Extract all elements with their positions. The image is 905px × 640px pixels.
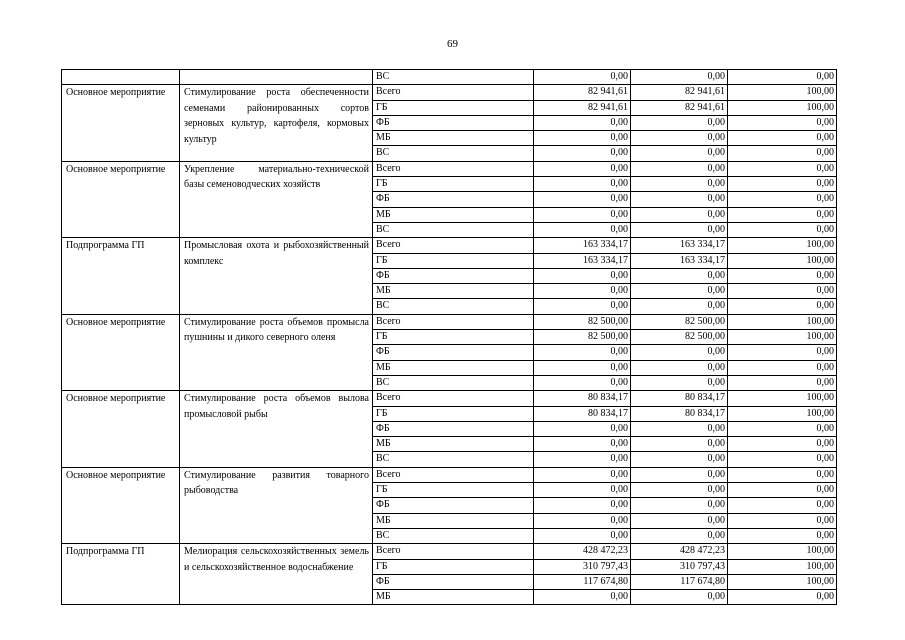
- value-percent: 0,00: [728, 345, 837, 360]
- table-row: [62, 70, 837, 85]
- value-plan: 163 334,17: [534, 238, 631, 253]
- value-plan: 0,00: [534, 268, 631, 283]
- value-actual: 0,00: [631, 467, 728, 482]
- table-row: [62, 391, 837, 406]
- budget-table-body: [62, 70, 837, 605]
- value-plan: 0,00: [534, 284, 631, 299]
- value-percent: 100,00: [728, 85, 837, 100]
- value-percent: 0,00: [728, 498, 837, 513]
- funding-source: ВС: [373, 452, 534, 467]
- value-plan: 0,00: [534, 528, 631, 543]
- page-number: 69: [447, 38, 458, 50]
- value-percent: 100,00: [728, 559, 837, 574]
- item-kind: Основное мероприятие: [62, 85, 180, 161]
- funding-source: Всего: [373, 85, 534, 100]
- value-actual: 82 500,00: [631, 314, 728, 329]
- value-plan: 0,00: [534, 467, 631, 482]
- value-plan: 0,00: [534, 513, 631, 528]
- value-percent: 100,00: [728, 574, 837, 589]
- table-row: [62, 467, 837, 482]
- funding-source: Всего: [373, 467, 534, 482]
- value-percent: 0,00: [728, 131, 837, 146]
- value-actual: 0,00: [631, 268, 728, 283]
- value-plan: 0,00: [534, 375, 631, 390]
- value-plan: 0,00: [534, 70, 631, 85]
- value-plan: 0,00: [534, 222, 631, 237]
- item-description: [180, 70, 373, 85]
- value-percent: 0,00: [728, 528, 837, 543]
- value-percent: 0,00: [728, 70, 837, 85]
- funding-source: ГБ: [373, 253, 534, 268]
- value-plan: 0,00: [534, 146, 631, 161]
- value-actual: 0,00: [631, 131, 728, 146]
- value-plan: 0,00: [534, 437, 631, 452]
- value-percent: 0,00: [728, 360, 837, 375]
- value-percent: 0,00: [728, 192, 837, 207]
- table-row: [62, 161, 837, 176]
- funding-source: ГБ: [373, 406, 534, 421]
- funding-source: ГБ: [373, 559, 534, 574]
- value-plan: 0,00: [534, 115, 631, 130]
- value-actual: 0,00: [631, 375, 728, 390]
- value-percent: 0,00: [728, 590, 837, 605]
- value-actual: 0,00: [631, 177, 728, 192]
- value-actual: 0,00: [631, 146, 728, 161]
- value-percent: 100,00: [728, 100, 837, 115]
- funding-source: МБ: [373, 284, 534, 299]
- funding-source: ГБ: [373, 330, 534, 345]
- value-percent: 0,00: [728, 375, 837, 390]
- value-percent: 0,00: [728, 284, 837, 299]
- value-percent: 0,00: [728, 467, 837, 482]
- funding-source: ФБ: [373, 192, 534, 207]
- value-percent: 0,00: [728, 513, 837, 528]
- item-kind: Основное мероприятие: [62, 467, 180, 543]
- value-plan: 82 500,00: [534, 330, 631, 345]
- value-percent: 100,00: [728, 391, 837, 406]
- value-actual: 0,00: [631, 498, 728, 513]
- value-plan: 0,00: [534, 498, 631, 513]
- value-actual: 0,00: [631, 115, 728, 130]
- value-percent: 0,00: [728, 299, 837, 314]
- funding-source: МБ: [373, 360, 534, 375]
- table-row: [62, 85, 837, 100]
- value-plan: 0,00: [534, 161, 631, 176]
- value-plan: 0,00: [534, 177, 631, 192]
- item-description: Промысловая охота и рыбохозяйственный комплекс: [180, 238, 373, 314]
- value-actual: 428 472,23: [631, 544, 728, 559]
- item-description: Стимулирование роста обеспеченности семенами районированных сортов зерновых культур, картофеля, кормовых культур: [180, 85, 373, 161]
- value-actual: 82 500,00: [631, 330, 728, 345]
- value-percent: 0,00: [728, 452, 837, 467]
- funding-source: ВС: [373, 70, 534, 85]
- value-actual: 163 334,17: [631, 253, 728, 268]
- value-percent: 100,00: [728, 238, 837, 253]
- value-actual: 82 941,61: [631, 85, 728, 100]
- item-description: Стимулирование развития товарного рыбоводства: [180, 467, 373, 543]
- value-actual: 0,00: [631, 513, 728, 528]
- funding-source: МБ: [373, 590, 534, 605]
- value-percent: 0,00: [728, 146, 837, 161]
- value-actual: 0,00: [631, 299, 728, 314]
- value-actual: 0,00: [631, 192, 728, 207]
- table-row: [62, 238, 837, 253]
- item-description: Укрепление материально-технической базы семеноводческих хозяйств: [180, 161, 373, 237]
- funding-source: МБ: [373, 131, 534, 146]
- funding-source: Всего: [373, 314, 534, 329]
- value-actual: 0,00: [631, 421, 728, 436]
- value-actual: 0,00: [631, 161, 728, 176]
- value-plan: 82 500,00: [534, 314, 631, 329]
- value-plan: 82 941,61: [534, 85, 631, 100]
- table-row: [62, 314, 837, 329]
- funding-source: Всего: [373, 544, 534, 559]
- funding-source: МБ: [373, 207, 534, 222]
- value-actual: 0,00: [631, 483, 728, 498]
- value-percent: 0,00: [728, 177, 837, 192]
- value-plan: 0,00: [534, 207, 631, 222]
- value-plan: 117 674,80: [534, 574, 631, 589]
- value-plan: 80 834,17: [534, 406, 631, 421]
- item-description: Мелиорация сельскохозяйственных земель и сельскохозяйственное водоснабжение: [180, 544, 373, 605]
- funding-source: ФБ: [373, 574, 534, 589]
- budget-table: [61, 69, 837, 605]
- value-percent: 0,00: [728, 161, 837, 176]
- funding-source: ФБ: [373, 421, 534, 436]
- value-actual: 80 834,17: [631, 406, 728, 421]
- value-actual: 163 334,17: [631, 238, 728, 253]
- funding-source: Всего: [373, 161, 534, 176]
- value-plan: 0,00: [534, 421, 631, 436]
- value-plan: 163 334,17: [534, 253, 631, 268]
- value-actual: 0,00: [631, 437, 728, 452]
- value-plan: 82 941,61: [534, 100, 631, 115]
- value-plan: 0,00: [534, 483, 631, 498]
- funding-source: МБ: [373, 513, 534, 528]
- funding-source: ФБ: [373, 115, 534, 130]
- funding-source: ФБ: [373, 268, 534, 283]
- value-actual: 0,00: [631, 590, 728, 605]
- value-actual: 82 941,61: [631, 100, 728, 115]
- value-actual: 0,00: [631, 284, 728, 299]
- funding-source: ФБ: [373, 498, 534, 513]
- item-kind: Основное мероприятие: [62, 314, 180, 390]
- item-kind: Основное мероприятие: [62, 161, 180, 237]
- value-percent: 0,00: [728, 437, 837, 452]
- funding-source: ФБ: [373, 345, 534, 360]
- funding-source: МБ: [373, 437, 534, 452]
- funding-source: ВС: [373, 528, 534, 543]
- value-plan: 428 472,23: [534, 544, 631, 559]
- value-percent: 100,00: [728, 253, 837, 268]
- item-kind: Подпрограмма ГП: [62, 238, 180, 314]
- item-kind: Основное мероприятие: [62, 391, 180, 467]
- value-actual: 0,00: [631, 452, 728, 467]
- value-percent: 0,00: [728, 421, 837, 436]
- value-actual: 0,00: [631, 207, 728, 222]
- value-actual: 0,00: [631, 222, 728, 237]
- value-actual: 117 674,80: [631, 574, 728, 589]
- value-percent: 0,00: [728, 268, 837, 283]
- value-actual: 0,00: [631, 528, 728, 543]
- funding-source: ГБ: [373, 483, 534, 498]
- value-actual: 0,00: [631, 345, 728, 360]
- funding-source: Всего: [373, 238, 534, 253]
- value-plan: 0,00: [534, 360, 631, 375]
- value-plan: 0,00: [534, 590, 631, 605]
- value-percent: 100,00: [728, 330, 837, 345]
- value-plan: 310 797,43: [534, 559, 631, 574]
- value-actual: 80 834,17: [631, 391, 728, 406]
- value-percent: 0,00: [728, 115, 837, 130]
- value-plan: 0,00: [534, 345, 631, 360]
- value-plan: 0,00: [534, 299, 631, 314]
- item-kind: Подпрограмма ГП: [62, 544, 180, 605]
- value-plan: 0,00: [534, 452, 631, 467]
- value-percent: 0,00: [728, 207, 837, 222]
- funding-source: ГБ: [373, 100, 534, 115]
- table-row: [62, 544, 837, 559]
- funding-source: ВС: [373, 299, 534, 314]
- item-description: Стимулирование роста объемов промысла пушнины и дикого северного оленя: [180, 314, 373, 390]
- item-kind: [62, 70, 180, 85]
- funding-source: ГБ: [373, 177, 534, 192]
- value-percent: 100,00: [728, 314, 837, 329]
- funding-source: Всего: [373, 391, 534, 406]
- item-description: Стимулирование роста объемов вылова промысловой рыбы: [180, 391, 373, 467]
- value-plan: 0,00: [534, 131, 631, 146]
- value-percent: 0,00: [728, 222, 837, 237]
- funding-source: ВС: [373, 146, 534, 161]
- value-actual: 310 797,43: [631, 559, 728, 574]
- funding-source: ВС: [373, 375, 534, 390]
- value-plan: 80 834,17: [534, 391, 631, 406]
- value-percent: 100,00: [728, 406, 837, 421]
- funding-source: ВС: [373, 222, 534, 237]
- value-plan: 0,00: [534, 192, 631, 207]
- value-percent: 0,00: [728, 483, 837, 498]
- value-actual: 0,00: [631, 360, 728, 375]
- value-percent: 100,00: [728, 544, 837, 559]
- value-actual: 0,00: [631, 70, 728, 85]
